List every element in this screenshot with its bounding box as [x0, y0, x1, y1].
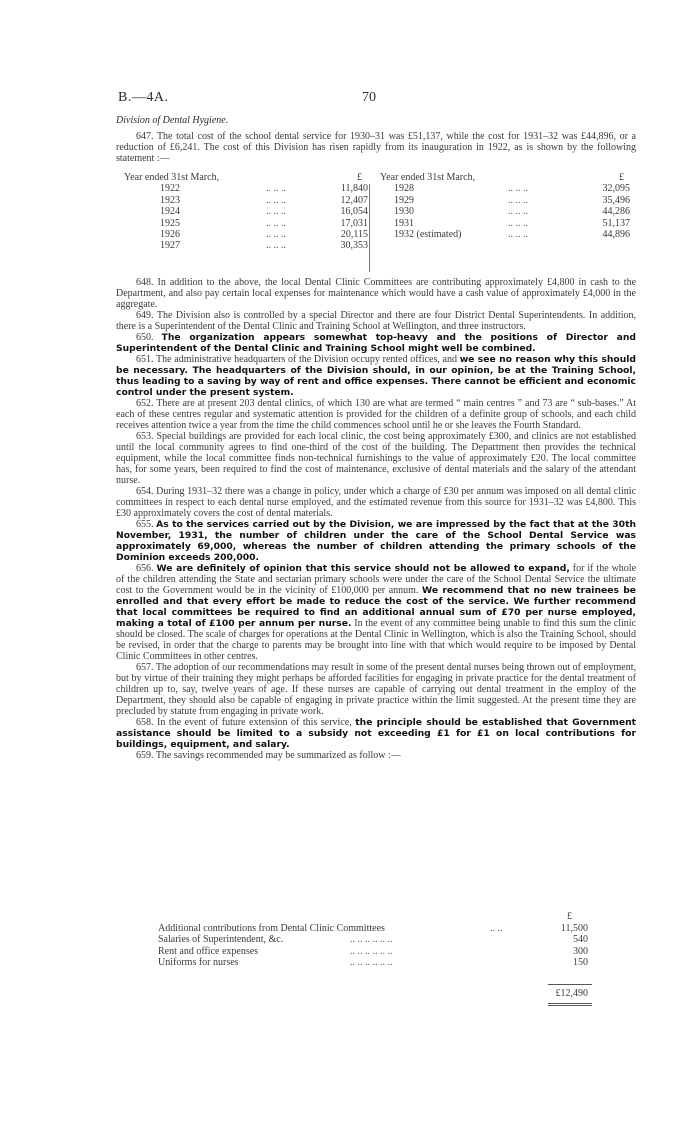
savings-total: £12,490 [555, 988, 588, 999]
savings-row [150, 957, 590, 969]
paragraph-bold-text: we see no reason why this should be necessary. The headquarters of the Division should, in our opinion, be at the Training School, thus leading to a saving by way of rent and office expenses. There cannot be efficient and economic control under the present system. [116, 354, 637, 398]
table-amount: 16,054 [340, 206, 368, 218]
paragraph-bold-text: As to the services carried out by the Division, we are impressed by the fact that at the 30th November, 1931, the number of children under the care of the School Dental Service was approximately 69,000, whereas the number of children attending the primary schools of the Dominion exceeds 200,000. [116, 519, 636, 563]
table-amount: 20,115 [340, 228, 368, 240]
savings-total-row [150, 988, 590, 1000]
leader-dots: .. .. .. [266, 194, 286, 206]
leader-dots: .. .. .. [508, 183, 528, 195]
leader-dots: .. .. .. [266, 240, 286, 252]
paragraph-number: 649. [136, 310, 154, 321]
table-year: 1928 [394, 183, 414, 195]
leader-dots: .. .. .. [508, 194, 528, 206]
paragraph-number: 659. [136, 750, 154, 761]
paragraph-649 [116, 310, 636, 332]
paragraph-655 [116, 519, 636, 563]
paragraph-text: In addition to the above, the local Dental Clinic Committees are contributing approximately £4,800 in cash to the Department, and also pay certain local expenses for maintenance which would have a cash value of approximately £4,000 in the aggregate. [116, 277, 637, 310]
paragraph-number: 648. [136, 277, 154, 288]
table-year: 1925 [160, 217, 180, 229]
paragraph-647 [116, 131, 636, 164]
savings-amount: 11,500 [560, 922, 588, 934]
table-column-header: Year ended 31st March, [124, 172, 220, 183]
table-row [116, 195, 636, 206]
paragraph-number: 653. [136, 431, 154, 442]
paragraph-bold-text: We are definitely of opinion that this service should not be allowed to expand, [156, 563, 570, 574]
table-year: 1931 [394, 217, 414, 229]
paragraph-657 [116, 662, 636, 717]
paragraph-bold-text: The organization appears somewhat top-heavy and the positions of Director and Superintendent of the Dental Clinic and Training School might well be combined. [116, 332, 636, 354]
paragraph-bold-text: We recommend that no new trainees be enrolled and that every effort be made to reduce the cost of the service. We further recommend that local committees be required to find an additional annual sum of £70 per nurse employed, making a total of £100 per annum per nurse. [116, 585, 637, 629]
paragraph-number: 650. [136, 332, 154, 343]
paragraph-654 [116, 486, 636, 519]
paragraph-652 [116, 398, 636, 431]
body-text [116, 277, 636, 761]
table-row [116, 206, 636, 217]
paragraph-bold-text: the principle should be established that Government assistance should be limited to a subsidy not exceeding £1 for £1 on local contributions for buildings, equipment, and salary. [116, 717, 637, 750]
page-number: 70 [362, 90, 376, 105]
paragraph-text: In the event of future extension of this service, [157, 717, 352, 728]
table-year: 1924 [160, 206, 180, 218]
total-rule [548, 984, 592, 985]
paragraph-656 [116, 563, 636, 662]
table-column-header: Year ended 31st March, [380, 172, 476, 183]
table-year: 1927 [160, 240, 180, 252]
table-amount: 35,496 [602, 194, 630, 206]
leader-dots: .. .. .. [266, 217, 286, 229]
paragraph-number: 657. [136, 662, 154, 673]
savings-row [150, 934, 590, 946]
table-year: 1932 (estimated) [394, 228, 462, 240]
leader-dots: .. .. .. [508, 206, 528, 218]
leader-dots: .. .. .. [266, 228, 286, 240]
paragraph-text: In the event of any committee being unable to find this sum the clinic should be closed. The scale of charges for operations at the Dental Clinic in Wellington, which is also the Training School, should be revised, in order that the charge to parents may be brought into line with that which would require to be imposed by Dental Clinic Committees in other centres. [116, 618, 637, 662]
cost-table [116, 172, 636, 274]
savings-amount: 300 [573, 945, 588, 957]
paragraph-number: 647. [136, 131, 154, 142]
table-amount: 11,840 [340, 183, 368, 195]
leader-dots: .. .. .. .. .. .. [350, 957, 393, 968]
table-row [116, 218, 636, 229]
double-rule-bottom [548, 1005, 592, 1006]
table-year: 1923 [160, 194, 180, 206]
double-rule-top [548, 1003, 592, 1004]
savings-label: Salaries of Superintendent, &c. [158, 934, 284, 945]
paragraph-text: The total cost of the school dental service for 1930–31 was £51,137, while the cost for 1931–32 was £44,896, or a reduction of £6,241. The cost of this Division has risen rapidly from its inauguration in 1922, as is shown by the following statement :— [116, 131, 636, 164]
savings-amount: 150 [573, 957, 588, 968]
table-amount: 51,137 [602, 217, 630, 229]
paragraph-text: The Division also is controlled by a special Director and there are four District Dental Superintendents. In addition, there is a Superintendent of the Dental Clinic and Training School at Wellington, and three instructors. [116, 310, 636, 332]
paragraph-651 [116, 354, 636, 398]
savings-row [150, 946, 590, 958]
savings-label: Uniforms for nurses [158, 957, 239, 968]
savings-amount: 540 [573, 934, 588, 945]
paragraph-number: 655. [136, 519, 154, 530]
table-row [116, 229, 636, 240]
paragraph-number: 656. [136, 563, 154, 574]
leader-dots: .. .. .. [266, 206, 286, 218]
table-divider [369, 184, 370, 272]
paragraph-number: 658. [136, 717, 154, 728]
savings-currency: £ [567, 911, 572, 922]
paragraph-text: During 1931–32 there was a change in policy, under which a charge of £30 per annum was imposed on all dental clinic committees in respect to each dental nurse employed, and the estimated revenue from this source for 1931–32 was £4,800. This £30 approximately covers the cost of dental materials. [116, 486, 637, 519]
paragraph-number: 654. [136, 486, 154, 497]
leader-dots: .. .. [490, 922, 503, 934]
paragraph-648 [116, 277, 636, 310]
paragraph-number: 651. [136, 354, 154, 365]
paragraph-text: There are at present 203 dental clinics, of which 130 are what are termed “ main centres ” and 73 are “ sub-bases.” At each of these centres regular and systematic attention is provided for the children of a definite group of schools, and each child receives attention twice a year from the time the child commences school until he or she leaves the Fourth Standard. [116, 398, 637, 431]
table-amount: 44,896 [602, 228, 630, 240]
table-currency: £ [357, 172, 362, 183]
table-year: 1926 [160, 228, 180, 240]
paragraph-text: The savings recommended may be summarized as follow :— [155, 750, 401, 761]
paragraph-650 [116, 332, 636, 354]
paragraph-text: The adoption of our recommendations may result in some of the present dental nurses being thrown out of employment, but by virtue of their training they might perhaps be afforded facilities for engaging in private practice for the dental treatment of children up to, say, twelve years of age. If these nurses are capable of carrying out dental treatment in the employ of the Department, they should also be capable of engaging in private practice within the limit suggested. At the present time they are precluded by statute from engaging in private work. [116, 662, 636, 717]
paragraph-658 [116, 717, 636, 750]
paragraph-text: Special buildings are provided for each local clinic, the cost being approximately £300, and clinics are not established until the local community agrees to find one-third of the cost of the building. The Department then provides the technical equipment, while the local committee finds non-technical furnishings to the value of approximately £20. The local committee has, for some years, been required to find the cost of maintenance, exclusive of dental materials and the salary of the attendant nurse. [116, 431, 637, 486]
leader-dots: .. .. .. [508, 217, 528, 229]
section-title: Division of Dental Hygiene. [116, 115, 229, 126]
leader-dots: .. .. .. .. .. .. [350, 934, 393, 945]
leader-dots: .. .. .. [266, 183, 286, 195]
leader-dots: .. .. .. [508, 228, 528, 240]
savings-table [150, 911, 590, 969]
table-year: 1930 [394, 206, 414, 218]
savings-row [150, 923, 590, 935]
document-reference: B.—4A. [118, 90, 169, 105]
table-row [116, 240, 636, 251]
savings-label: Rent and office expenses [158, 945, 259, 957]
leader-dots: .. .. .. .. .. .. [350, 945, 393, 957]
table-amount: 12,407 [340, 194, 368, 206]
paragraph-text: The administrative headquarters of the Division occupy rented offices, and [156, 354, 457, 365]
table-currency: £ [619, 172, 624, 183]
table-amount: 32,095 [602, 183, 630, 195]
table-row [116, 183, 636, 194]
savings-label: Additional contributions from Dental Clinic Committees [158, 922, 385, 934]
paragraph-659 [116, 750, 636, 761]
table-amount: 17,031 [340, 217, 368, 229]
table-amount: 44,286 [602, 206, 630, 218]
paragraph-653 [116, 431, 636, 486]
table-year: 1922 [160, 183, 180, 195]
paragraph-number: 652. [136, 398, 154, 409]
table-year: 1929 [394, 194, 414, 206]
table-amount: 30,353 [340, 240, 368, 252]
paragraph-text: for if the whole of the children attending the State and sectarian primary schools were under the care of the School Dental Service the ultimate cost to the Government would be in the vicinity of £100,000 per annum. [116, 563, 637, 596]
